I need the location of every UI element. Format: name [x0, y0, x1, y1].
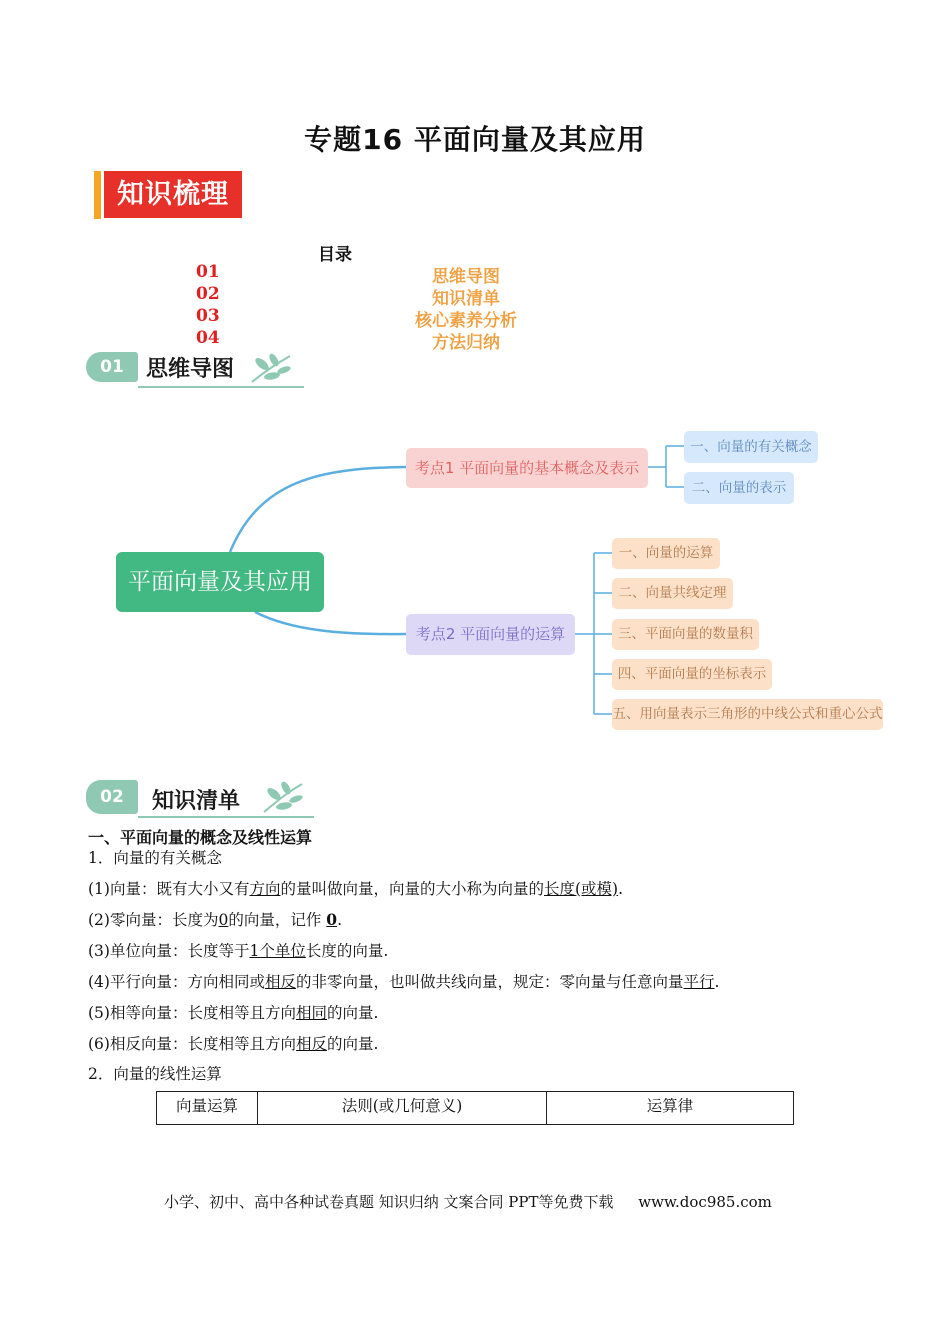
footer-link[interactable]: www.doc985.com: [638, 1193, 772, 1211]
toc-num-3: 03: [196, 306, 220, 326]
toc-link-2[interactable]: 知识清单: [432, 289, 500, 309]
section-title: 思维导图: [146, 357, 235, 382]
toc-num-2: 02: [196, 284, 220, 304]
text-line-1: (1)向量：既有大小又有方向的量叫做向量，向量的大小称为向量的长度(或模).: [88, 880, 624, 898]
toc-link-3[interactable]: 核心素养分析: [415, 311, 517, 331]
mindmap-leaf: 五、用向量表示三角形的中线公式和重心公式: [612, 699, 883, 730]
section-badge: 02: [86, 780, 138, 814]
text-line-6: (6)相反向量：长度相等且方向相反的向量.: [88, 1035, 379, 1053]
mindmap-leaf: 二、向量的表示: [684, 472, 794, 504]
section-header-checklist: [86, 778, 326, 818]
toc-link-4[interactable]: 方法归纳: [432, 333, 500, 353]
linear-ops-table: [156, 1091, 794, 1125]
table-header-cell: 法则(或几何意义): [258, 1092, 547, 1125]
toc-link-1[interactable]: 思维导图: [432, 267, 500, 287]
mindmap-leaf: 二、向量共线定理: [612, 578, 733, 609]
mindmap-branch-1: 考点1 平面向量的基本概念及表示: [406, 448, 648, 488]
subheading-1: 1．向量的有关概念: [88, 849, 222, 867]
knowledge-banner: 知识梳理: [104, 171, 242, 218]
mindmap-root: 平面向量及其应用: [116, 552, 324, 612]
mindmap-leaf: 一、向量的有关概念: [684, 431, 818, 463]
text-line-3: (3)单位向量：长度等于1个单位长度的向量.: [88, 942, 389, 960]
leaf-icon: [260, 778, 306, 816]
mindmap-leaf: 三、平面向量的数量积: [612, 619, 759, 650]
subheading-2: 2．向量的线性运算: [88, 1065, 222, 1083]
section-title: 知识清单: [152, 789, 241, 814]
mindmap-branch-2: 考点2 平面向量的运算: [406, 614, 575, 655]
toc-num-4: 04: [196, 328, 220, 348]
text-line-4: (4)平行向量：方向相同或相反的非零向量，也叫做共线向量，规定：零向量与任意向量平行.: [88, 973, 720, 991]
mindmap-leaf: 一、向量的运算: [612, 538, 720, 569]
footer-text: 小学、初中、高中各种试卷真题 知识归纳 文案合同 PPT等免费下载: [164, 1193, 614, 1211]
table-header-cell: 向量运算: [157, 1092, 258, 1125]
text-line-2: (2)零向量：长度为0的向量，记作 0.: [88, 910, 343, 929]
toc-num-1: 01: [196, 262, 220, 282]
page-title: 专题16 平面向量及其应用: [304, 123, 646, 156]
heading-1: 一、平面向量的概念及线性运算: [88, 828, 313, 847]
text-line-5: (5)相等向量：长度相等且方向相同的向量.: [88, 1004, 379, 1022]
footer: [164, 1191, 772, 1212]
mindmap-leaf: 四、平面向量的坐标表示: [612, 659, 772, 690]
table-header-cell: 运算律: [547, 1092, 794, 1125]
section-badge: 01: [86, 352, 138, 382]
table-header-row: [157, 1092, 794, 1125]
toc-heading: 目录: [318, 245, 352, 265]
section-underline: [138, 816, 314, 818]
